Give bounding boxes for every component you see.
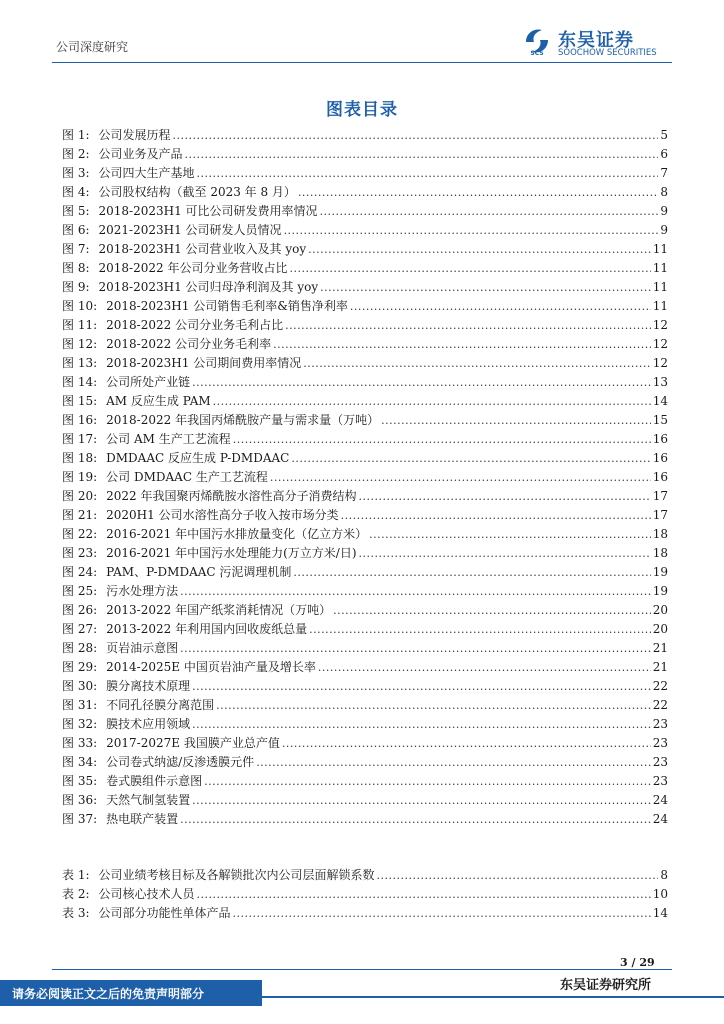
- toc-entry-title: 2018-2023H1 可比公司研发费用率情况: [98, 204, 318, 218]
- toc-entry-title: 公司核心技术人员: [98, 887, 195, 901]
- toc-leader-dots: [282, 734, 651, 753]
- toc-entry[interactable]: [62, 126, 668, 145]
- toc-entry-title: DMDAAC 反应生成 P-DMDAAC: [106, 451, 290, 465]
- page-number: 3 / 29: [620, 956, 655, 969]
- toc-entry[interactable]: [62, 885, 668, 904]
- toc-entry-title: 污水处理方法: [106, 584, 179, 598]
- toc-entry-title: 天然气制氢装置: [106, 793, 191, 807]
- toc-entry[interactable]: [62, 373, 668, 392]
- toc-entry-page: 24: [652, 812, 668, 826]
- toc-entry[interactable]: [62, 696, 668, 715]
- toc-entry-title: 2013-2022 年国产纸浆消耗情况（万吨）: [106, 603, 332, 617]
- toc-leader-dots: [303, 354, 651, 373]
- toc-leader-dots: [233, 904, 651, 923]
- toc-entry-page: 23: [652, 717, 668, 731]
- toc-entry-page: 5: [660, 128, 668, 142]
- toc-entry[interactable]: [62, 259, 668, 278]
- toc-entry-page: 20: [652, 622, 668, 636]
- toc-entry-page: 9: [660, 204, 668, 218]
- toc-leader-dots: [298, 183, 658, 202]
- toc-entry-number: 图 31:: [62, 698, 98, 712]
- toc-entry-page: 23: [652, 736, 668, 750]
- toc-entry-title: 公司部分功能性单体产品: [98, 906, 231, 920]
- header-label: 公司深度研究: [56, 40, 129, 54]
- toc-entry-title: 公司 DMDAAC 生产工艺流程: [106, 470, 268, 484]
- toc-entry-number: 图 6:: [62, 223, 90, 237]
- toc-entry[interactable]: [62, 164, 668, 183]
- toc-entry[interactable]: [62, 753, 668, 772]
- toc-leader-dots: [192, 791, 651, 810]
- toc-entry-title: 2016-2021 年中国污水排放量变化（亿立方米）: [106, 527, 368, 541]
- toc-entry[interactable]: [62, 772, 668, 791]
- toc-entry[interactable]: [62, 430, 668, 449]
- toc-entry[interactable]: [62, 202, 668, 221]
- toc-entry-page: 15: [652, 413, 668, 427]
- toc-entry[interactable]: [62, 468, 668, 487]
- toc-leader-dots: [256, 753, 651, 772]
- toc-leader-dots: [213, 392, 651, 411]
- toc-leader-dots: [308, 240, 651, 259]
- toc-entry-page: 13: [652, 375, 668, 389]
- toc-entry-title: 2022 年我国聚丙烯酰胺水溶性高分子消费结构: [106, 489, 357, 503]
- toc-entry-page: 12: [652, 337, 668, 351]
- toc-entry-number: 图 17:: [62, 432, 98, 446]
- toc-entry-page: 17: [652, 508, 668, 522]
- toc-entry-number: 图 37:: [62, 812, 98, 826]
- toc-entry[interactable]: [62, 563, 668, 582]
- toc-leader-dots: [284, 221, 659, 240]
- toc-entry-page: 19: [652, 565, 668, 579]
- toc-leader-dots: [350, 297, 651, 316]
- toc-entry-title: 2018-2022 年公司分业务营收占比: [98, 261, 288, 275]
- toc-leader-dots: [293, 563, 650, 582]
- toc-entry[interactable]: [62, 354, 668, 373]
- toc-entry-page: 20: [652, 603, 668, 617]
- toc-title: 图表目录: [326, 100, 398, 120]
- toc-entry-title: 2018-2023H1 公司销售毛利率&销售净利率: [106, 299, 348, 313]
- toc-leader-dots: [197, 885, 651, 904]
- toc-entry-page: 8: [660, 868, 668, 882]
- toc-leader-dots: [291, 449, 650, 468]
- toc-entry-title: 2018-2022 年我国丙烯酰胺产量与需求量（万吨）: [106, 413, 380, 427]
- toc-entry-title: 2018-2023H1 公司期间费用率情况: [106, 356, 302, 370]
- toc-entry-page: 22: [652, 698, 668, 712]
- toc-entry-page: 22: [652, 679, 668, 693]
- toc-entry-page: 23: [652, 755, 668, 769]
- toc-entry-title: AM 反应生成 PAM: [106, 394, 211, 408]
- toc-entry-number: 图 11:: [62, 318, 98, 332]
- toc-entry-number: 图 8:: [62, 261, 90, 275]
- toc-entry-title: 公司 AM 生产工艺流程: [106, 432, 231, 446]
- toc-entry-page: 6: [660, 147, 668, 161]
- toc-entry-number: 图 24:: [62, 565, 98, 579]
- toc-entry-title: 不同孔径膜分离范围: [106, 698, 215, 712]
- toc-entry-number: 图 25:: [62, 584, 98, 598]
- toc-entry[interactable]: [62, 620, 668, 639]
- toc-entry-number: 图 4:: [62, 185, 90, 199]
- toc-entry-page: 16: [652, 451, 668, 465]
- toc-entry-page: 19: [652, 584, 668, 598]
- toc-entry-page: 11: [652, 242, 668, 256]
- toc-entry-page: 11: [652, 261, 668, 275]
- toc-entry-number: 图 14:: [62, 375, 98, 389]
- toc-leader-dots: [333, 601, 651, 620]
- toc-entry-number: 图 18:: [62, 451, 98, 465]
- toc-entry[interactable]: [62, 639, 668, 658]
- toc-entry-number: 图 19:: [62, 470, 98, 484]
- footer-divider: [52, 969, 672, 970]
- toc-entry-number: 图 5:: [62, 204, 90, 218]
- toc-entry[interactable]: [62, 316, 668, 335]
- toc-entry[interactable]: [62, 145, 668, 164]
- toc-entry-number: 图 36:: [62, 793, 98, 807]
- toc-entry-number: 图 34:: [62, 755, 98, 769]
- toc-entry-title: 公司业务及产品: [98, 147, 183, 161]
- figure-list: [62, 126, 668, 829]
- toc-entry-number: 图 12:: [62, 337, 98, 351]
- toc-entry-number: 图 9:: [62, 280, 90, 294]
- toc-leader-dots: [270, 468, 651, 487]
- toc-leader-dots: [180, 582, 651, 601]
- toc-entry-number: 图 21:: [62, 508, 98, 522]
- toc-entry-title: 膜技术应用领域: [106, 717, 191, 731]
- toc-leader-dots: [377, 866, 659, 885]
- toc-entry-page: 16: [652, 470, 668, 484]
- toc-entry[interactable]: [62, 487, 668, 506]
- toc-leader-dots: [185, 145, 659, 164]
- toc-entry[interactable]: [62, 335, 668, 354]
- toc-entry-title: 公司四大生产基地: [98, 166, 195, 180]
- table-list: [62, 866, 668, 923]
- toc-entry-title: 公司业绩考核目标及各解锁批次内公司层面解锁系数: [98, 868, 375, 882]
- toc-leader-dots: [192, 677, 651, 696]
- toc-entry[interactable]: [62, 715, 668, 734]
- toc-entry[interactable]: [62, 582, 668, 601]
- toc-leader-dots: [309, 620, 651, 639]
- toc-entry-number: 图 22:: [62, 527, 98, 541]
- toc-entry-number: 图 7:: [62, 242, 90, 256]
- toc-entry-title: 页岩油示意图: [106, 641, 179, 655]
- toc-leader-dots: [233, 430, 651, 449]
- toc-entry-page: 23: [652, 774, 668, 788]
- toc-entry-title: 2018-2023H1 公司营业收入及其 yoy: [98, 242, 307, 256]
- toc-entry-title: 卷式膜组件示意图: [106, 774, 203, 788]
- toc-entry-number: 图 13:: [62, 356, 98, 370]
- toc-leader-dots: [197, 164, 659, 183]
- toc-entry-page: 16: [652, 432, 668, 446]
- toc-leader-dots: [369, 525, 651, 544]
- toc-entry-title: 膜分离技术原理: [106, 679, 191, 693]
- toc-leader-dots: [359, 487, 651, 506]
- toc-entry-title: 2018-2022 公司分业务毛利占比: [106, 318, 284, 332]
- toc-entry-number: 图 28:: [62, 641, 98, 655]
- toc-entry-page: 21: [652, 660, 668, 674]
- toc-entry[interactable]: [62, 904, 668, 923]
- footer-line: [262, 996, 724, 998]
- toc-leader-dots: [192, 373, 651, 392]
- brand-logo: [522, 26, 672, 60]
- toc-entry-number: 图 1:: [62, 128, 90, 142]
- toc-entry[interactable]: [62, 677, 668, 696]
- toc-entry-number: 表 1:: [62, 868, 90, 882]
- toc-entry[interactable]: [62, 278, 668, 297]
- toc-entry-number: 图 23:: [62, 546, 98, 560]
- toc-leader-dots: [204, 772, 651, 791]
- toc-entry-title: 2016-2021 年中国污水处理能力(万立方米/日): [106, 546, 357, 560]
- toc-entry-number: 图 2:: [62, 147, 90, 161]
- toc-entry-number: 图 10:: [62, 299, 98, 313]
- logo-mark-text: SCS: [530, 50, 544, 56]
- toc-entry-number: 表 2:: [62, 887, 90, 901]
- toc-entry-number: 图 29:: [62, 660, 98, 674]
- toc-entry-page: 7: [660, 166, 668, 180]
- toc-entry[interactable]: [62, 240, 668, 259]
- toc-leader-dots: [192, 715, 651, 734]
- toc-entry[interactable]: [62, 810, 668, 829]
- toc-entry[interactable]: [62, 601, 668, 620]
- toc-leader-dots: [318, 658, 651, 677]
- toc-entry-page: 18: [652, 546, 668, 560]
- toc-entry-page: 21: [652, 641, 668, 655]
- toc-entry-page: 8: [660, 185, 668, 199]
- toc-leader-dots: [285, 316, 651, 335]
- toc-entry[interactable]: [62, 221, 668, 240]
- toc-entry-title: 热电联产装置: [106, 812, 179, 826]
- toc-entry[interactable]: [62, 791, 668, 810]
- toc-entry-page: 11: [652, 299, 668, 313]
- toc-leader-dots: [216, 696, 651, 715]
- toc-entry-number: 图 26:: [62, 603, 98, 617]
- toc-leader-dots: [320, 278, 651, 297]
- toc-entry-page: 14: [652, 906, 668, 920]
- toc-entry-number: 图 30:: [62, 679, 98, 693]
- toc-entry-page: 17: [652, 489, 668, 503]
- toc-leader-dots: [359, 544, 651, 563]
- toc-entry-number: 图 20:: [62, 489, 98, 503]
- toc-entry-page: 24: [652, 793, 668, 807]
- toc-entry-title: 公司股权结构（截至 2023 年 8 月）: [98, 185, 296, 199]
- toc-leader-dots: [320, 202, 659, 221]
- toc-entry-title: 2017-2027E 我国膜产业总产值: [106, 736, 280, 750]
- toc-entry[interactable]: [62, 411, 668, 430]
- disclaimer-text: 请务必阅读正文之后的免责声明部分: [12, 987, 205, 1001]
- toc-entry-number: 图 16:: [62, 413, 98, 427]
- disclaimer-band: [0, 980, 262, 1006]
- logo-en-text: SOOCHOW SECURITIES: [558, 48, 657, 58]
- toc-entry-title: PAM、P-DMDAAC 污泥调理机制: [106, 565, 292, 579]
- footer-org: 东吴证券研究所: [560, 978, 652, 993]
- toc-entry-title: 2018-2022 公司分业务毛利率: [106, 337, 272, 351]
- toc-leader-dots: [173, 126, 659, 145]
- toc-entry-title: 2021-2023H1 公司研发人员情况: [98, 223, 282, 237]
- toc-entry[interactable]: [62, 392, 668, 411]
- toc-entry-page: 18: [652, 527, 668, 541]
- toc-entry-page: 9: [660, 223, 668, 237]
- toc-entry[interactable]: [62, 183, 668, 202]
- toc-entry-title: 公司发展历程: [98, 128, 171, 142]
- toc-leader-dots: [289, 259, 650, 278]
- toc-entry[interactable]: [62, 525, 668, 544]
- toc-entry-number: 图 3:: [62, 166, 90, 180]
- toc-entry-number: 图 32:: [62, 717, 98, 731]
- toc-entry-title: 2013-2022 年利用国内回收废纸总量: [106, 622, 308, 636]
- toc-leader-dots: [180, 639, 651, 658]
- toc-entry-number: 表 3:: [62, 906, 90, 920]
- toc-entry-number: 图 33:: [62, 736, 98, 750]
- toc-entry-page: 10: [652, 887, 668, 901]
- toc-entry-title: 2018-2023H1 公司归母净利润及其 yoy: [98, 280, 319, 294]
- toc-entry-number: 图 15:: [62, 394, 98, 408]
- toc-entry-title: 2014-2025E 中国页岩油产量及增长率: [106, 660, 316, 674]
- toc-entry[interactable]: [62, 506, 668, 525]
- toc-entry[interactable]: [62, 734, 668, 753]
- logo-cn-text: 东吴证券: [558, 30, 634, 51]
- toc-entry-page: 12: [652, 318, 668, 332]
- toc-entry-title: 公司所处产业链: [106, 375, 191, 389]
- toc-leader-dots: [341, 506, 651, 525]
- logo-mark-icon: [522, 26, 552, 56]
- toc-entry[interactable]: [62, 449, 668, 468]
- toc-entry-title: 2020H1 公司水溶性高分子收入按市场分类: [106, 508, 339, 522]
- toc-entry[interactable]: [62, 544, 668, 563]
- toc-leader-dots: [180, 810, 651, 829]
- header-divider: [52, 62, 672, 63]
- toc-entry-title: 公司卷式纳滤/反渗透膜元件: [106, 755, 255, 769]
- toc-entry-page: 11: [652, 280, 668, 294]
- toc-entry-number: 图 27:: [62, 622, 98, 636]
- toc-entry-page: 14: [652, 394, 668, 408]
- toc-entry[interactable]: [62, 866, 668, 885]
- toc-leader-dots: [273, 335, 651, 354]
- toc-entry-number: 图 35:: [62, 774, 98, 788]
- toc-leader-dots: [381, 411, 651, 430]
- toc-entry[interactable]: [62, 658, 668, 677]
- toc-entry[interactable]: [62, 297, 668, 316]
- toc-entry-page: 12: [652, 356, 668, 370]
